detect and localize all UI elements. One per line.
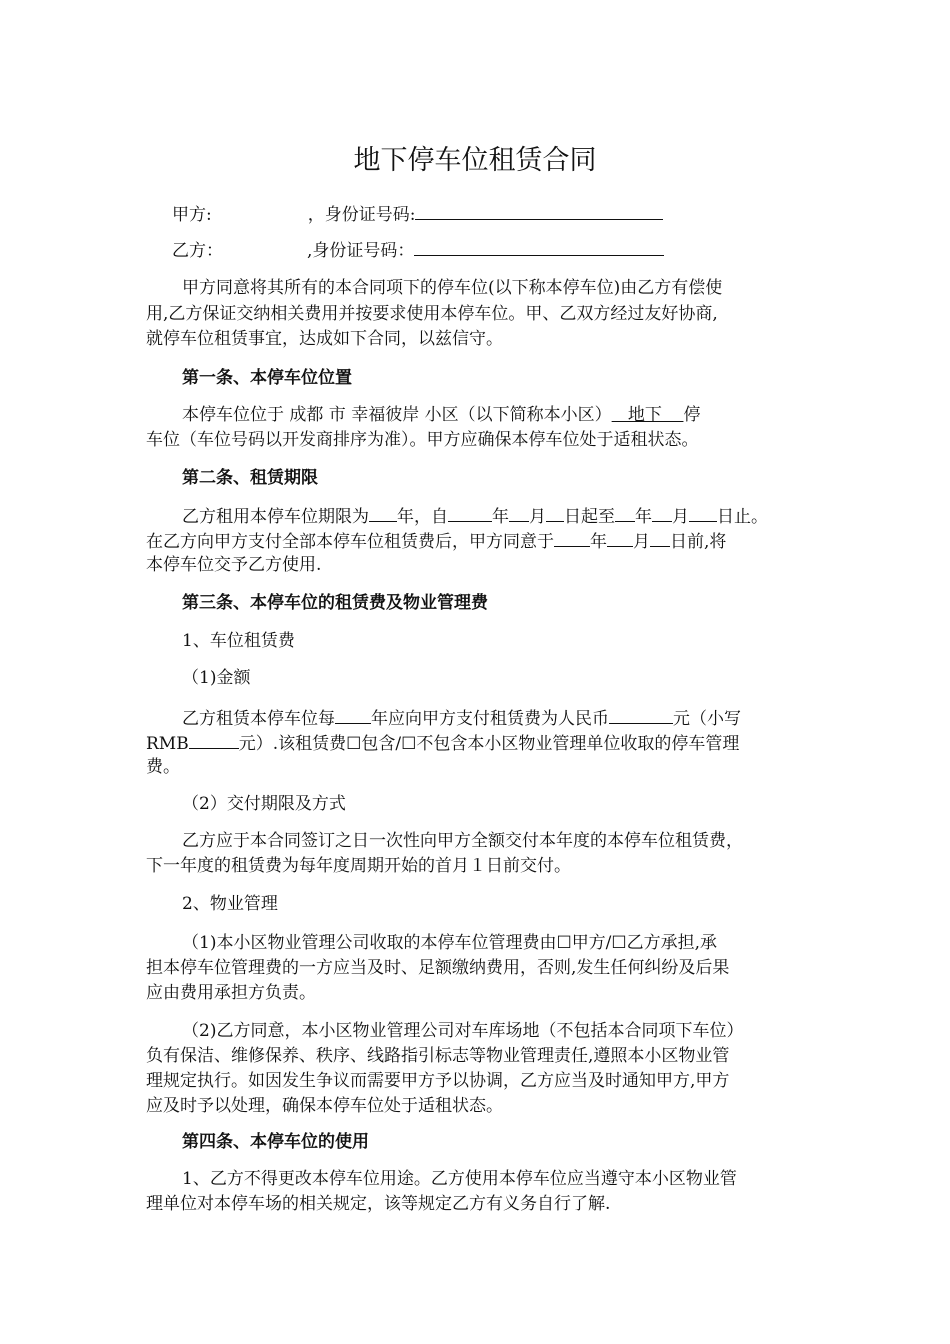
subsection-amount: （1)金额: [182, 668, 251, 688]
intro-line: 就停车位租赁事宜，达成如下合同，以兹信守。: [146, 329, 503, 349]
amount-text: RMB: [146, 734, 189, 754]
location-text: 本停车位位于 成都 市 幸福彼岸 小区（以下简称本小区）: [182, 405, 612, 425]
rent-rmb-blank[interactable]: [189, 729, 239, 749]
property-line: （2)乙方同意，本小区物业管理公司对车库场地（不包括本合同项下车位）: [182, 1021, 744, 1041]
subsection-property: 2、物业管理: [182, 894, 278, 914]
article-2-heading: 第二条、租赁期限: [182, 468, 318, 488]
amount-text: 乙方租赁本停车位每: [182, 709, 335, 729]
amount-text: 元）.该租赁费☐包含/☐不包含本小区物业管理单位收取的停车管理: [238, 734, 740, 754]
term-text: 月: [672, 507, 689, 527]
article-1-line: [182, 402, 842, 428]
start-year-blank[interactable]: [448, 502, 492, 522]
article-4-heading: 第四条、本停车位的使用: [182, 1132, 369, 1152]
property-line: （1)本小区物业管理公司收取的本停车位管理费由☐甲方/☐乙方承担,承: [182, 933, 718, 953]
amount-text: 年应向甲方支付租赁费为人民币: [371, 709, 609, 729]
rent-period-blank[interactable]: [335, 704, 371, 724]
usage-line: 1、乙方不得更改本停车位用途。乙方使用本停车位应当遵守本小区物业管: [182, 1169, 737, 1189]
payment-line: 下一年度的租赁费为每年度周期开始的首月１日前交付。: [146, 856, 571, 876]
term-line: [182, 502, 842, 530]
intro-line: 用,乙方保证交纳相关费用并按要求使用本停车位。甲、乙双方经过友好协商,: [146, 304, 718, 324]
term-text: 年: [492, 507, 509, 527]
party-a-id-label: ，身份证号码:: [307, 205, 416, 225]
term-text: 日前,将: [670, 532, 727, 552]
end-year-blank[interactable]: [615, 502, 635, 522]
term-text: 月: [633, 532, 650, 552]
start-month-blank[interactable]: [509, 502, 529, 522]
property-line: 应由费用承担方负责。: [146, 983, 316, 1003]
amount-text: 元（小写: [673, 709, 741, 729]
term-text: 年: [590, 532, 607, 552]
term-text: 日止。: [717, 507, 768, 527]
article-3-heading: 第三条、本停车位的租赁费及物业管理费: [182, 593, 488, 613]
party-b-line: [172, 236, 832, 264]
party-a-line: [172, 200, 832, 228]
end-day-blank[interactable]: [689, 502, 717, 522]
term-line: 本停车位交予乙方使用.: [146, 555, 322, 575]
amount-line: [146, 729, 806, 757]
end-month-blank[interactable]: [652, 502, 672, 522]
term-text: 年，自: [397, 507, 448, 527]
start-day-blank[interactable]: [546, 502, 564, 522]
location-fill[interactable]: 地下: [611, 405, 684, 425]
term-years-blank[interactable]: [369, 502, 397, 522]
property-line: 担本停车位管理费的一方应当及时、足额缴纳费用，否则,发生任何纠纷及后果: [146, 958, 730, 978]
location-text-end: 停: [683, 405, 701, 425]
term-line: [146, 527, 806, 555]
amount-line: [182, 704, 842, 732]
rent-amount-blank[interactable]: [609, 704, 673, 724]
delivery-month-blank[interactable]: [607, 527, 633, 547]
term-text: 在乙方向甲方支付全部本停车位租赁费后，甲方同意于: [146, 532, 554, 552]
party-b-label: 乙方：: [172, 241, 223, 261]
term-text: 日起至: [564, 507, 615, 527]
property-line: 负有保洁、维修保养、秩序、线路指引标志等物业管理责任,遵照本小区物业管: [146, 1046, 730, 1066]
property-line: 理规定执行。如因发生争议而需要甲方予以协调，乙方应当及时通知甲方,甲方: [146, 1071, 730, 1091]
article-1-heading: 第一条、本停车位位置: [182, 368, 352, 388]
party-a-id-blank[interactable]: [415, 200, 663, 220]
amount-line: 费。: [146, 757, 180, 777]
subsection-rent: 1、车位租赁费: [182, 631, 295, 651]
party-a-label: 甲方:: [172, 205, 212, 225]
subsection-payment: （2）交付期限及方式: [182, 794, 346, 814]
party-b-id-blank[interactable]: [414, 236, 664, 256]
party-b-id-label: ,身份证号码：: [307, 241, 415, 261]
payment-line: 乙方应于本合同签订之日一次性向甲方全额交付本年度的本停车位租赁费，: [182, 831, 743, 851]
article-1-line: 车位（车位号码以开发商排序为准）。甲方应确保本停车位处于适租状态。: [146, 430, 699, 450]
delivery-day-blank[interactable]: [650, 527, 670, 547]
contract-title: 地下停车位租赁合同: [353, 145, 597, 176]
usage-line: 理单位对本停车场的相关规定，该等规定乙方有义务自行了解.: [146, 1194, 611, 1214]
term-text: 乙方租用本停车位期限为: [182, 507, 369, 527]
delivery-year-blank[interactable]: [554, 527, 590, 547]
term-text: 年: [635, 507, 652, 527]
term-text: 月: [529, 507, 546, 527]
intro-line: 甲方同意将其所有的本合同项下的停车位(以下称本停车位)由乙方有偿使: [182, 278, 723, 298]
property-line: 应及时予以处理，确保本停车位处于适租状态。: [146, 1096, 503, 1116]
